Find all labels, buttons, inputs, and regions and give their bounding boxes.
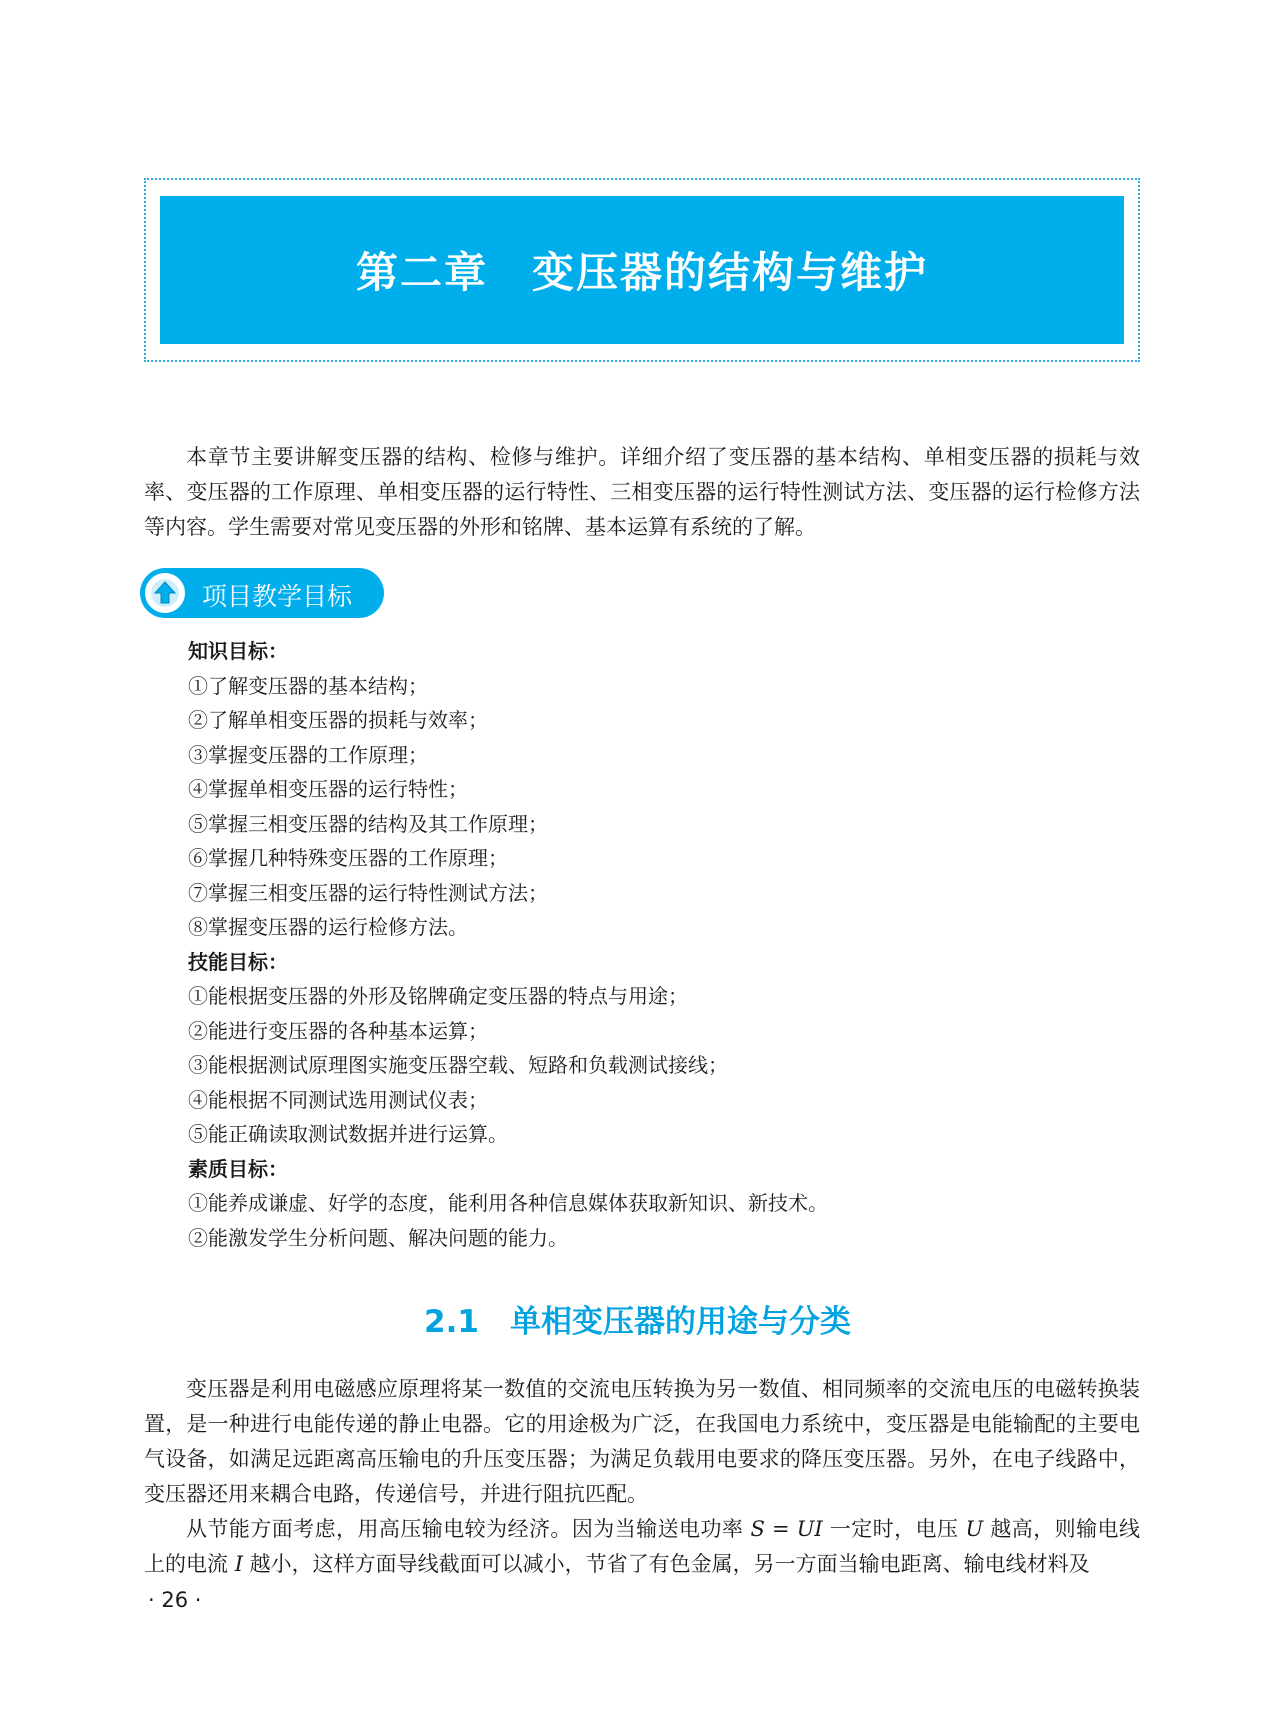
goal-item: ②了解单相变压器的损耗与效率； xyxy=(188,708,488,732)
goal-item: ①能根据变压器的外形及铭牌确定变压器的特点与用途； xyxy=(188,984,688,1008)
teaching-goals-badge xyxy=(140,568,384,618)
up-arrow-icon xyxy=(142,570,188,616)
teaching-goals xyxy=(188,634,1128,1255)
goal-item: ④掌握单相变压器的运行特性； xyxy=(188,777,468,801)
chapter-title: 第二章 变压器的结构与维护 xyxy=(355,248,928,297)
goal-item: ⑤掌握三相变压器的结构及其工作原理； xyxy=(188,811,548,836)
body-paragraph-1: 变压器是利用电磁感应原理将某一数值的交流电压转换为另一数值、相同频率的交流电压的电磁转换装置，是一种进行电能传递的静止电器。它的用途极为广泛，在我国电力系统中，变压器是电能输配的主要电气设备，如满足远距离高压输电的升压变压器；为满足负载用电要求的降压变压器。另外，在电子线路中，变压器还用来耦合电路，传递信号，并进行阻抗匹配。 xyxy=(144,1377,1140,1506)
goal-item: ②能激发学生分析问题、解决问题的能力。 xyxy=(188,1225,568,1250)
goal-item: ②能进行变压器的各种基本运算； xyxy=(188,1018,488,1043)
skill-goals-heading: 技能目标： xyxy=(188,949,288,974)
knowledge-goals-heading: 知识目标： xyxy=(188,639,288,663)
goal-item: ⑦掌握三相变压器的运行特性测试方法； xyxy=(188,880,548,905)
chapter-intro: 本章节主要讲解变压器的结构、检修与维护。详细介绍了变压器的基本结构、单相变压器的损耗与效率、变压器的工作原理、单相变压器的运行特性、三相变压器的运行特性测试方法、变压器的运行检修方法等内容。学生需要对常见变压器的外形和铭牌、基本运算有系统的了解。 xyxy=(144,445,1140,539)
goal-item: ④能根据不同测试选用测试仪表； xyxy=(188,1087,488,1112)
goal-item: ①能养成谦虚、好学的态度，能利用各种信息媒体获取新知识、新技术。 xyxy=(188,1191,828,1215)
goal-item: ③能根据测试原理图实施变压器空载、短路和负载测试接线； xyxy=(188,1053,728,1077)
goal-item: ③掌握变压器的工作原理； xyxy=(188,742,428,767)
body-paragraph-2: 从节能方面考虑，用高压输电较为经济。因为当输送电功率 S = UI 一定时，电压 U 越高，则输电线上的电流 I 越小，这样方面导线截面可以减小，节省了有色金属，另一方面当输电距离、输电线材料及 xyxy=(144,1517,1140,1576)
goal-item: ①了解变压器的基本结构； xyxy=(188,673,428,698)
goal-item: ⑥掌握几种特殊变压器的工作原理； xyxy=(188,846,508,870)
goal-item: ⑤能正确读取测试数据并进行运算。 xyxy=(188,1122,508,1146)
quality-goals-heading: 素质目标： xyxy=(188,1156,288,1181)
section-heading: 2.1 单相变压器的用途与分类 xyxy=(424,1304,851,1340)
page-number: · 26 · xyxy=(148,1588,202,1612)
teaching-goals-label: 项目教学目标 xyxy=(202,582,353,611)
chapter-title-banner xyxy=(160,196,1124,344)
goal-item: ⑧掌握变压器的运行检修方法。 xyxy=(188,915,468,939)
